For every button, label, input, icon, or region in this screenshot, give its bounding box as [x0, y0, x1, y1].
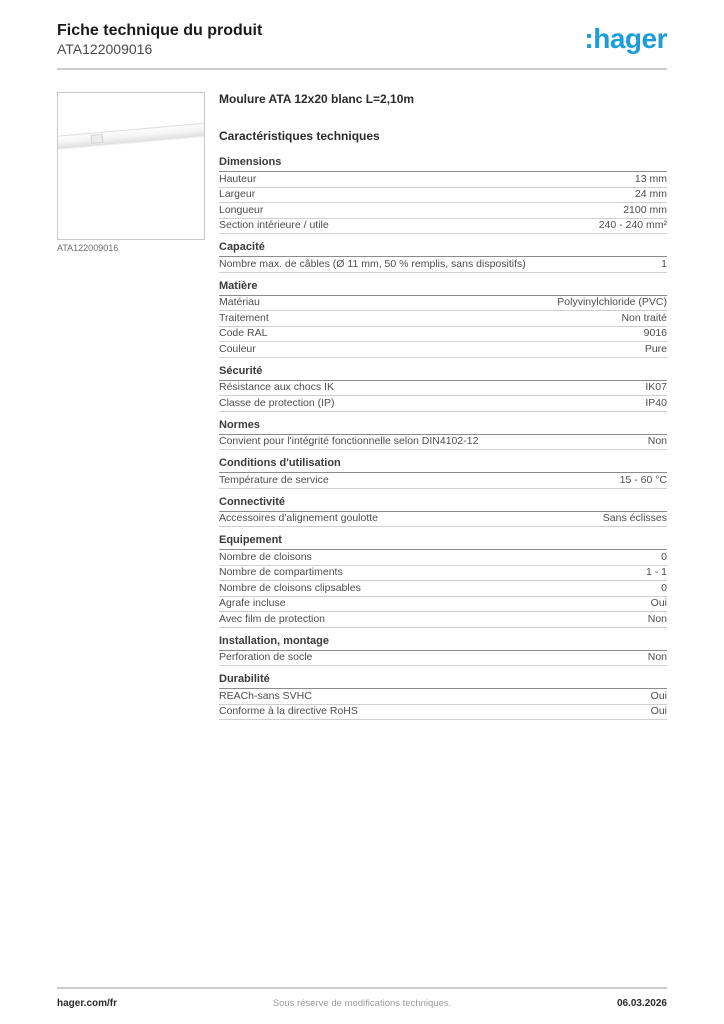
spec-section-title: Installation, montage	[219, 636, 667, 651]
spec-label: Nombre max. de câbles (Ø 11 mm, 50 % remplis, sans dispositifs)	[219, 257, 526, 270]
spec-section	[219, 458, 667, 489]
spec-label: Agrafe incluse	[219, 597, 286, 609]
spec-row	[219, 203, 667, 219]
spec-section	[219, 497, 667, 528]
spec-value: 13 mm	[634, 172, 667, 185]
spec-section-title: Matière	[219, 281, 667, 296]
spec-row	[219, 550, 667, 566]
spec-column	[219, 92, 667, 720]
spec-row	[219, 705, 667, 721]
spec-row	[219, 581, 667, 597]
moulding-strip-illustration	[57, 122, 205, 149]
spec-row	[219, 512, 667, 528]
spec-value: IK07	[645, 381, 667, 393]
spec-value: Oui	[650, 705, 667, 717]
product-image-caption: ATA122009016	[57, 243, 119, 253]
spec-value: Non traité	[621, 311, 667, 324]
spec-value: 9016	[643, 327, 667, 339]
spec-label: Conforme à la directive RoHS	[219, 705, 358, 717]
spec-section	[219, 420, 667, 451]
spec-value: Sans éclisses	[602, 512, 667, 524]
spec-label: Largeur	[219, 188, 256, 200]
spec-value: 1 - 1	[645, 566, 667, 578]
spec-section	[219, 242, 667, 273]
footer-disclaimer: Sous réserve de modifications techniques.	[272, 998, 452, 1009]
moulding-clip-detail	[91, 134, 104, 144]
spec-label: Traitement	[219, 311, 269, 324]
spec-value: 0	[661, 581, 667, 594]
spec-value: Non	[647, 651, 667, 663]
spec-section	[219, 674, 667, 720]
tech-characteristics-heading: Caractéristiques techniques	[219, 129, 380, 143]
spec-label: Matériau	[219, 296, 260, 308]
spec-row	[219, 172, 667, 188]
spec-row	[219, 327, 667, 343]
spec-section-title: Conditions d'utilisation	[219, 458, 667, 473]
spec-section	[219, 535, 667, 628]
spec-value: Non	[647, 612, 667, 625]
spec-label: REACh-sans SVHC	[219, 689, 312, 702]
spec-row	[219, 651, 667, 667]
spec-row	[219, 219, 667, 235]
spec-label: Perforation de socle	[219, 651, 313, 663]
spec-section-title: Equipement	[219, 535, 667, 550]
page-header	[57, 21, 667, 59]
spec-sections	[219, 157, 667, 720]
spec-section-title: Normes	[219, 420, 667, 435]
spec-label: Convient pour l'intégrité fonctionnelle selon DIN4102-12	[219, 435, 479, 447]
spec-section-title: Sécurité	[219, 366, 667, 381]
spec-row	[219, 396, 667, 412]
spec-section-title: Durabilité	[219, 674, 667, 689]
spec-value: Oui	[650, 689, 667, 702]
spec-label: Code RAL	[219, 327, 268, 339]
spec-value: 2100 mm	[623, 203, 667, 216]
spec-section	[219, 281, 667, 358]
spec-value: Oui	[650, 597, 667, 609]
spec-label: Température de service	[219, 473, 329, 486]
header-divider	[57, 68, 667, 70]
spec-value: 1	[661, 257, 667, 270]
spec-row	[219, 612, 667, 628]
spec-label: Nombre de cloisons	[219, 550, 312, 563]
spec-value: Polyvinylchloride (PVC)	[557, 296, 667, 308]
spec-row	[219, 473, 667, 489]
footer-date: 06.03.2026	[616, 998, 667, 1009]
spec-label: Accessoires d'alignement goulotte	[219, 512, 379, 524]
product-image	[57, 92, 205, 240]
spec-section-title: Dimensions	[219, 157, 667, 172]
spec-section-title: Capacité	[219, 242, 667, 257]
product-code: ATA122009016	[57, 41, 153, 58]
spec-value: 15 - 60 °C	[619, 473, 667, 486]
spec-row	[219, 311, 667, 327]
spec-section-title: Connectivité	[219, 497, 667, 512]
spec-row	[219, 257, 667, 273]
spec-row	[219, 566, 667, 582]
spec-value: 24 mm	[634, 188, 667, 200]
spec-label: Nombre de compartiments	[219, 566, 343, 578]
hager-logo: :hager	[584, 23, 667, 54]
footer-website-link[interactable]: hager.com/fr	[57, 998, 118, 1009]
footer-divider	[57, 987, 667, 989]
spec-label: Section intérieure / utile	[219, 219, 329, 231]
page-title: Fiche technique du produit	[57, 22, 263, 39]
spec-value: Non	[647, 435, 667, 447]
spec-section	[219, 636, 667, 667]
spec-value: 240 - 240 mm²	[598, 219, 667, 231]
spec-row	[219, 296, 667, 312]
spec-label: Classe de protection (IP)	[219, 396, 335, 409]
spec-row	[219, 689, 667, 705]
spec-row	[219, 342, 667, 358]
spec-value: 0	[661, 550, 667, 563]
spec-row	[219, 188, 667, 204]
spec-section	[219, 366, 667, 412]
spec-row	[219, 435, 667, 451]
spec-section	[219, 157, 667, 234]
spec-row	[219, 381, 667, 397]
spec-value: Pure	[644, 342, 667, 355]
spec-label: Couleur	[219, 342, 256, 355]
spec-label: Nombre de cloisons clipsables	[219, 581, 361, 594]
spec-row	[219, 597, 667, 613]
spec-label: Résistance aux chocs IK	[219, 381, 334, 393]
spec-label: Longueur	[219, 203, 264, 216]
page-footer	[57, 998, 667, 1009]
spec-value: IP40	[645, 396, 667, 409]
spec-label: Hauteur	[219, 172, 257, 185]
spec-label: Avec film de protection	[219, 612, 326, 625]
product-name: Moulure ATA 12x20 blanc L=2,10m	[219, 92, 415, 106]
